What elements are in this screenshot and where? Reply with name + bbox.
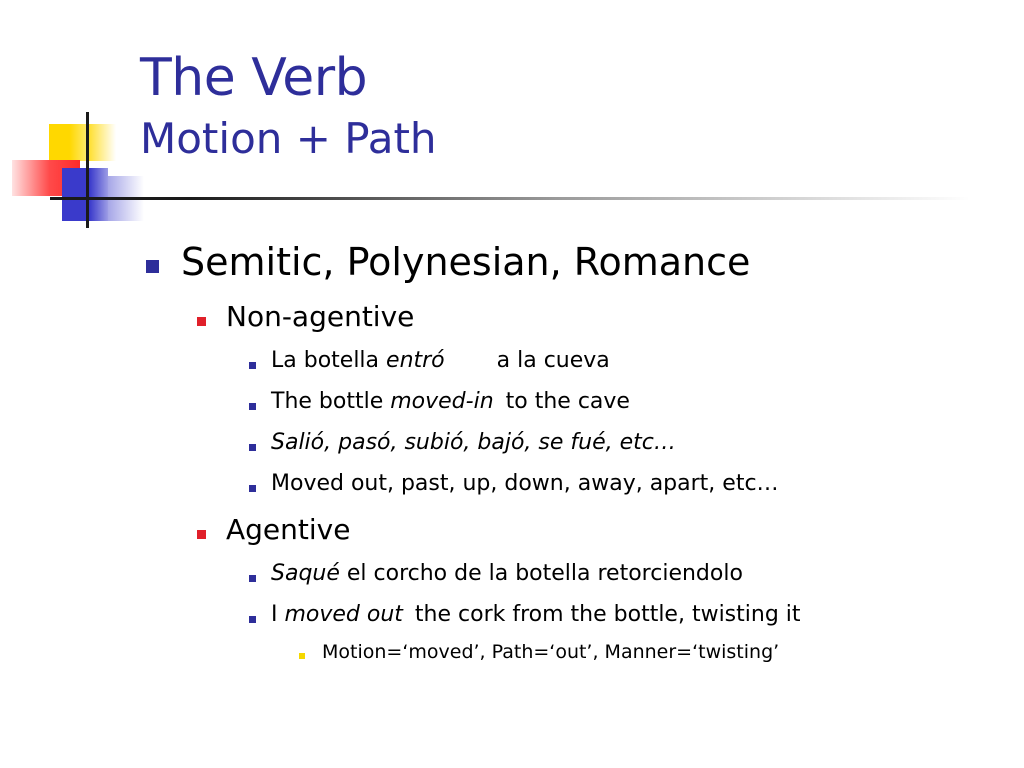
slide-subtitle: Motion + Path <box>140 114 437 163</box>
bullet-square-icon <box>197 530 206 539</box>
bullet-text: el corcho de la botella retorciendolo <box>339 561 743 586</box>
bullet-text-italic: Saqué <box>271 561 340 586</box>
bullet-level3 <box>271 432 676 454</box>
bullet-square-icon <box>299 653 305 659</box>
bullet-text: I <box>271 602 285 627</box>
bullet-text-italic: entró <box>386 348 445 373</box>
bullet-level4 <box>322 643 779 662</box>
bullet-text-italic: moved out <box>284 602 403 627</box>
bullet-text: a la cueva <box>496 348 610 373</box>
bullet-square-icon <box>249 485 256 492</box>
bullet-text: The bottle <box>271 389 391 414</box>
bullet-level3 <box>271 391 630 413</box>
bullet-square-icon <box>249 575 256 582</box>
bullet-square-icon <box>249 362 256 369</box>
bullet-text-italic: moved-in <box>390 389 494 414</box>
bullet-square-icon <box>249 403 256 410</box>
bullet-square-icon <box>249 444 256 451</box>
bullet-square-icon <box>146 260 159 273</box>
bullet-text: Motion=‘moved’, Path=‘out’, Manner=‘twisting’ <box>322 641 780 663</box>
bullet-level3 <box>271 604 801 626</box>
bullet-level3 <box>271 473 779 495</box>
bullet-text: La botella <box>271 348 387 373</box>
bullet-text: Agentive <box>226 513 351 546</box>
bullet-level2-nonagentive <box>226 300 415 333</box>
bullet-text: the cork from the bottle, twisting it <box>414 602 801 627</box>
bullet-level2-agentive <box>226 513 351 546</box>
bullet-text: Semitic, Polynesian, Romance <box>181 240 751 284</box>
bullet-level1 <box>181 240 751 284</box>
bullet-text: to the cave <box>505 389 630 414</box>
bullet-square-icon <box>249 616 256 623</box>
slide-title: The Verb <box>140 48 368 108</box>
bullet-text-italic: Salió, pasó, subió, bajó, se fué, etc… <box>271 430 676 455</box>
bullet-text: Moved out, past, up, down, away, apart, etc… <box>271 471 779 496</box>
bullet-level3 <box>271 563 743 585</box>
bullet-level3 <box>271 350 610 372</box>
bullet-text: Non-agentive <box>226 300 415 333</box>
bullet-square-icon <box>197 317 206 326</box>
